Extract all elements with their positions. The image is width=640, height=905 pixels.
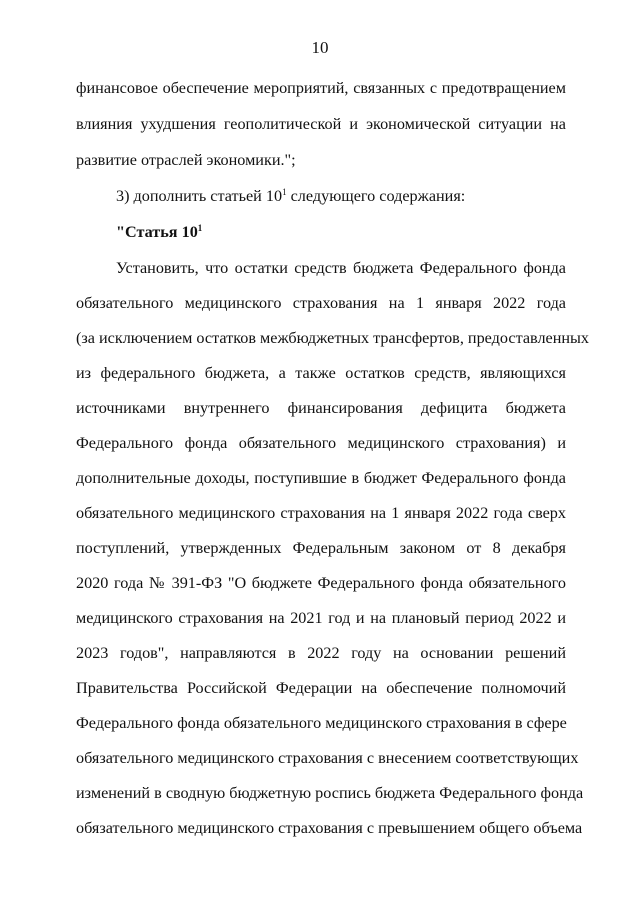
text-line: (за исключением остатков межбюджетных трансфертов, предоставленных [76, 329, 590, 347]
text-line: развитие отраслей экономики."; [76, 151, 296, 169]
text-line: 2023 годов", направляются в 2022 году на основании решений [76, 644, 566, 662]
superscript: 1 [282, 187, 287, 197]
text-line: изменений в сводную бюджетную роспись бюджета Федерального фонда [76, 784, 584, 802]
text-line: обязательного медицинского страхования на 1 января 2022 года [76, 294, 566, 312]
page-number: 10 [311, 38, 329, 57]
text-line: дополнительные доходы, поступившие в бюджет Федерального фонда [76, 469, 566, 487]
text-line: источниками внутреннего финансирования дефицита бюджета [76, 399, 566, 417]
text-line: Федерального фонда обязательного медицинского страхования) и [76, 434, 566, 452]
text-line: медицинского страхования на 2021 год и на плановый период 2022 и [76, 609, 566, 627]
text-line: обязательного медицинского страхования с внесением соответствующих [76, 749, 579, 767]
article-heading-text: "Статья 10 [116, 223, 198, 241]
superscript: 1 [197, 223, 203, 233]
text-line: из федерального бюджета, а также остатков средств, являющихся [76, 364, 566, 382]
text-line: финансовое обеспечение мероприятий, связанных с предотвращением [76, 79, 566, 97]
amendment-item [116, 186, 566, 206]
text-line: Федерального фонда обязательного медицинского страхования в сфере [76, 714, 567, 732]
text-line: влияния ухудшения геополитической и экономической ситуации на [76, 115, 566, 133]
text-line: 2020 года № 391-ФЗ "О бюджете Федерального фонда обязательного [76, 574, 566, 592]
text-line: поступлений, утвержденных Федеральным законом от 8 декабря [76, 539, 566, 557]
text-line: Установить, что остатки средств бюджета Федерального фонда [116, 259, 566, 277]
text-line: обязательного медицинского страхования с превышением общего объема [76, 819, 583, 837]
amendment-item-text-end: следующего содержания: [286, 187, 466, 205]
amendment-item-text: 3) дополнить статьей 10 [116, 187, 283, 205]
text-line: Правительства Российской Федерации на обеспечение полномочий [76, 679, 566, 697]
article-heading [116, 222, 566, 242]
text-line: обязательного медицинского страхования на 1 января 2022 года сверх [76, 504, 566, 522]
